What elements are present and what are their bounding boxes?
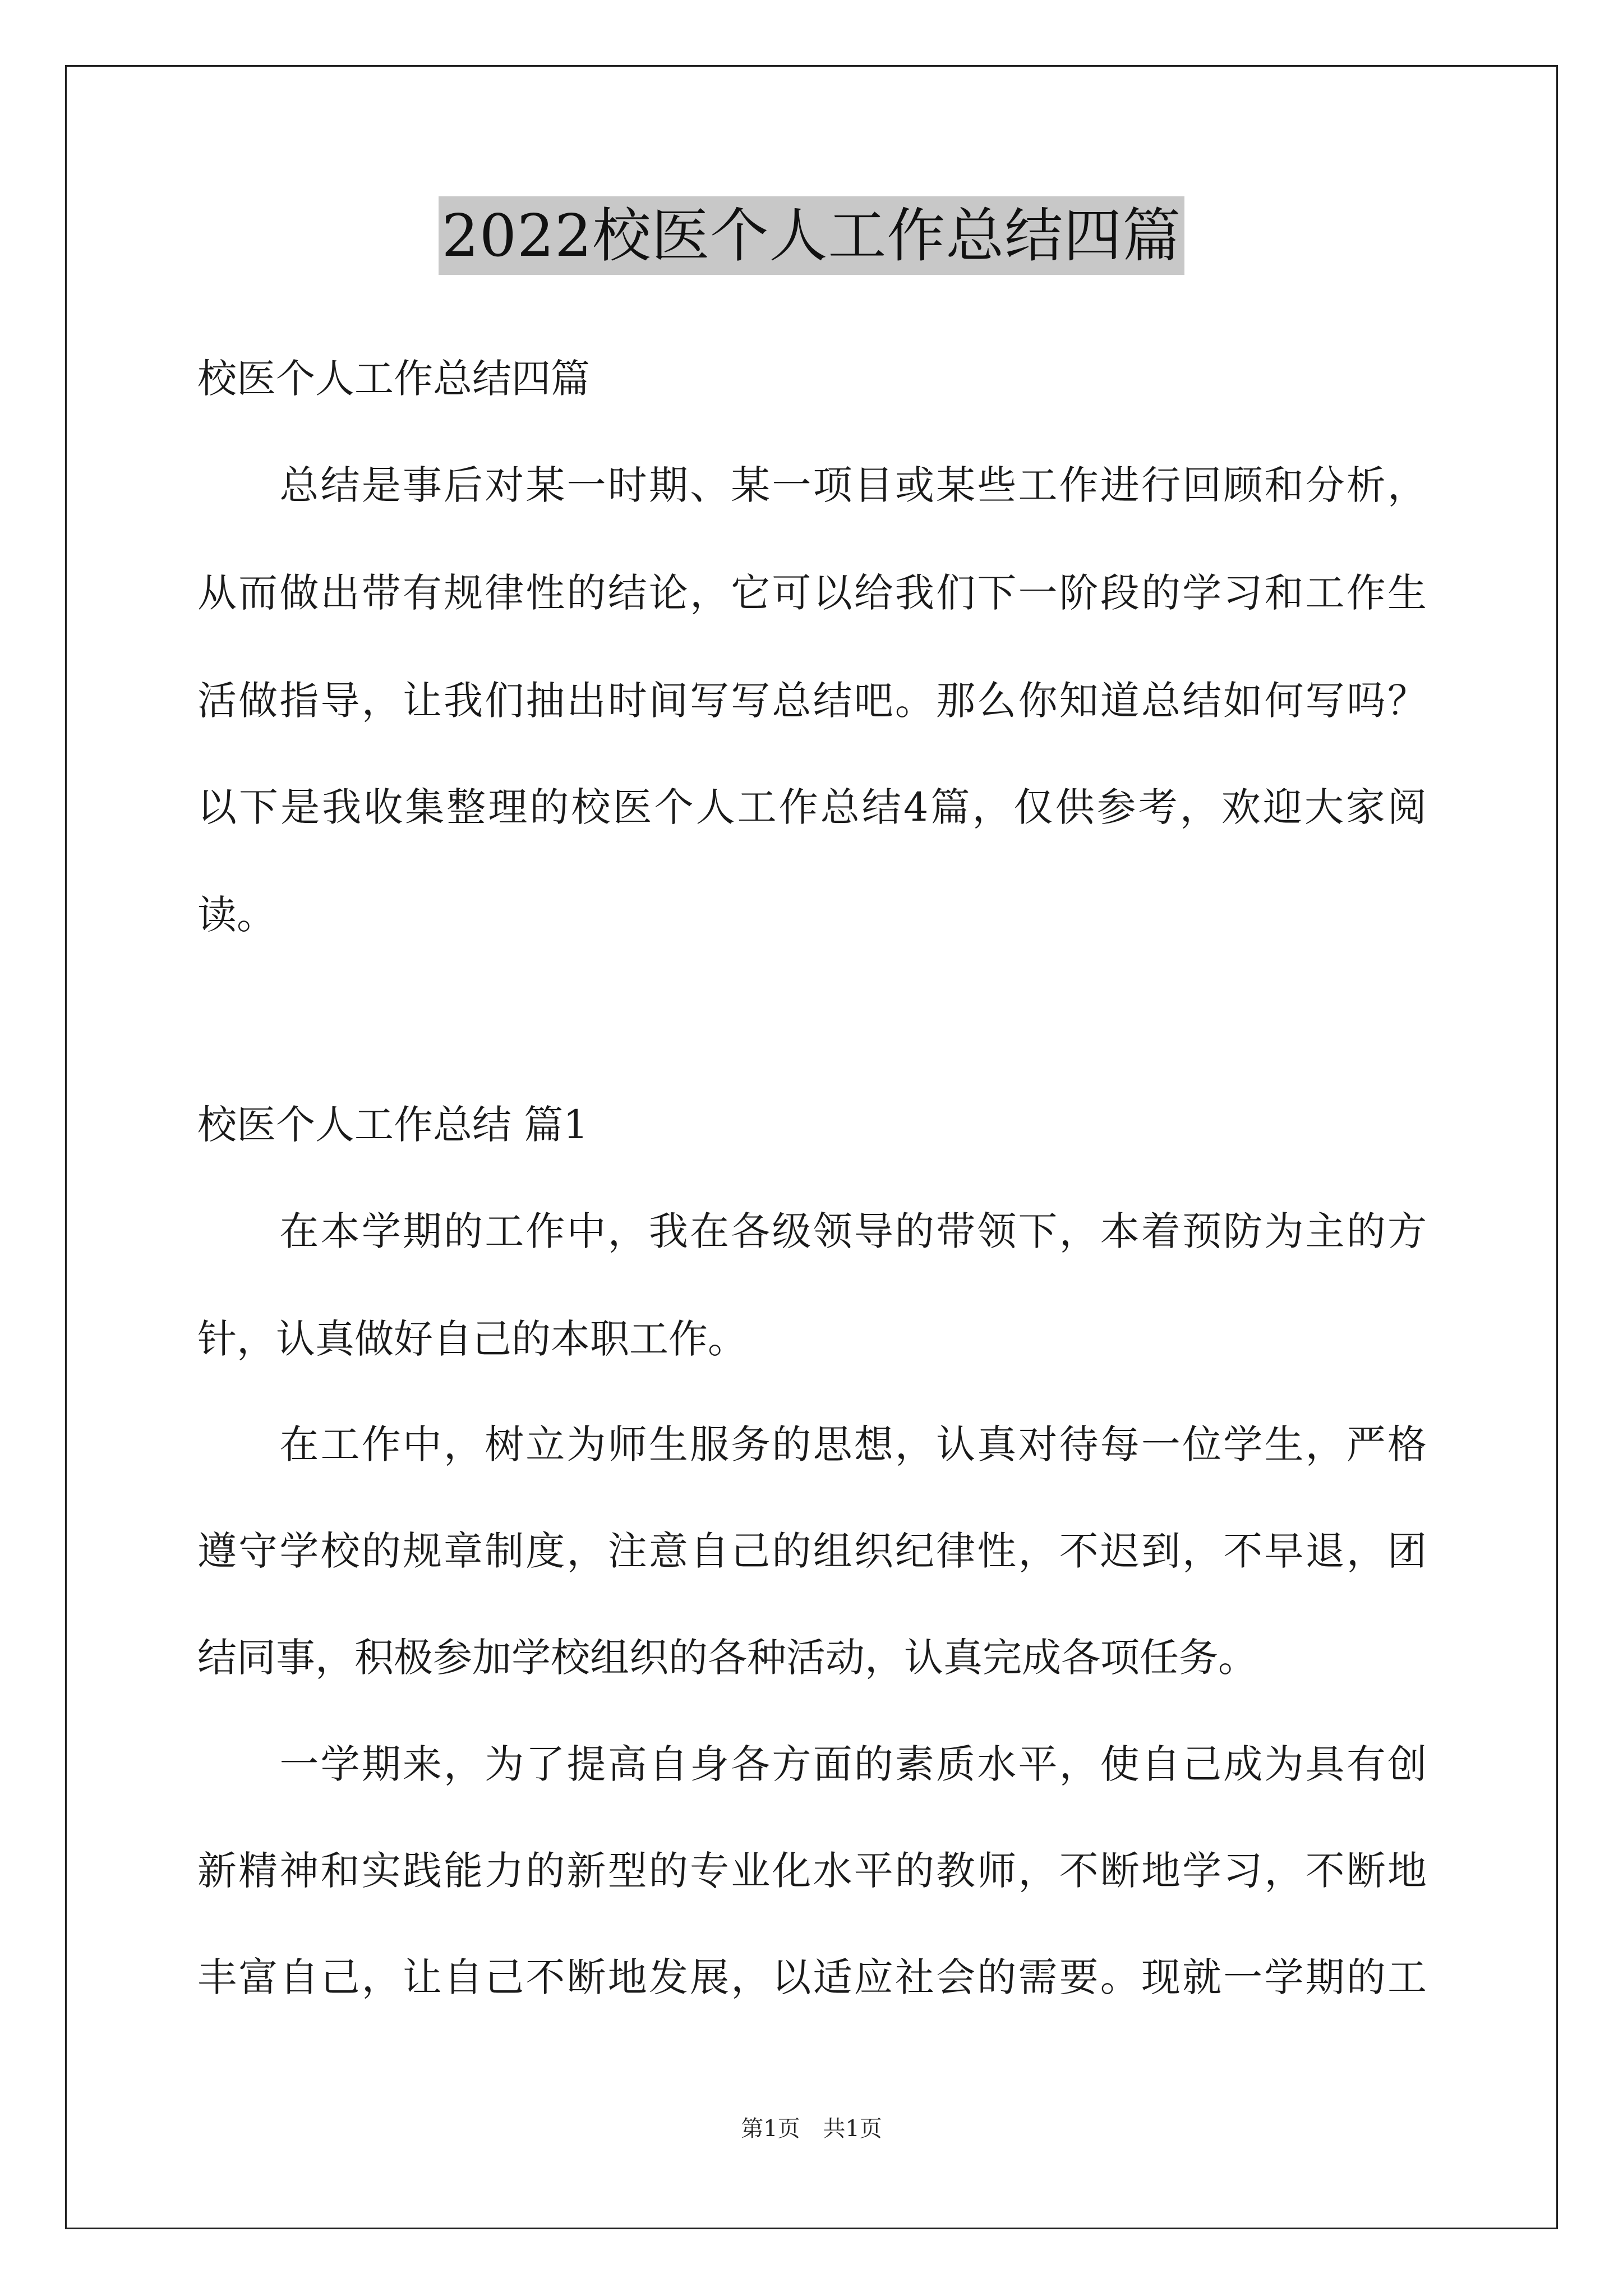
paragraph-line: 以下是我收集整理的校医个人工作总结4篇，仅供参考，欢迎大家阅 <box>197 784 1427 830</box>
paragraph-line: 总结是事后对某一时期、某一项目或某些工作进行回顾和分析， <box>197 462 1427 508</box>
page-total: 共1页 <box>823 2116 882 2142</box>
paragraph-line: 针，认真做好自己的本职工作。 <box>197 1316 747 1362</box>
paragraph-line: 从而做出带有规律性的结论，它可以给我们下一阶段的学习和工作生 <box>197 570 1427 616</box>
paragraph-line: 丰富自己，让自己不断地发展，以适应社会的需要。现就一学期的工 <box>197 1954 1427 2000</box>
paragraph-line: 在工作中，树立为师生服务的思想，认真对待每一位学生，严格 <box>197 1421 1427 1467</box>
paragraph-line: 在本学期的工作中，我在各级领导的带领下，本着预防为主的方 <box>197 1208 1427 1254</box>
title-container <box>0 196 1623 275</box>
paragraph-line: 遵守学校的规章制度，注意自己的组织纪律性，不迟到，不早退，团 <box>197 1528 1427 1574</box>
page-number: 第1页 <box>741 2116 800 2142</box>
paragraph-line: 新精神和实践能力的新型的专业化水平的教师，不断地学习，不断地 <box>197 1848 1427 1894</box>
paragraph-line: 一学期来，为了提高自身各方面的素质水平，使自己成为具有创 <box>197 1741 1427 1787</box>
page-footer <box>0 2115 1623 2143</box>
section-heading: 校医个人工作总结四篇 <box>197 356 590 402</box>
paragraph-line: 读。 <box>197 892 276 938</box>
paragraph-line: 结同事，积极参加学校组织的各种活动，认真完成各项任务。 <box>197 1635 1257 1681</box>
section-heading: 校医个人工作总结 篇1 <box>197 1102 588 1148</box>
document-title: 2022校医个人工作总结四篇 <box>439 196 1185 275</box>
paragraph-line: 活做指导，让我们抽出时间写写总结吧。那么你知道总结如何写吗？ <box>197 678 1427 724</box>
